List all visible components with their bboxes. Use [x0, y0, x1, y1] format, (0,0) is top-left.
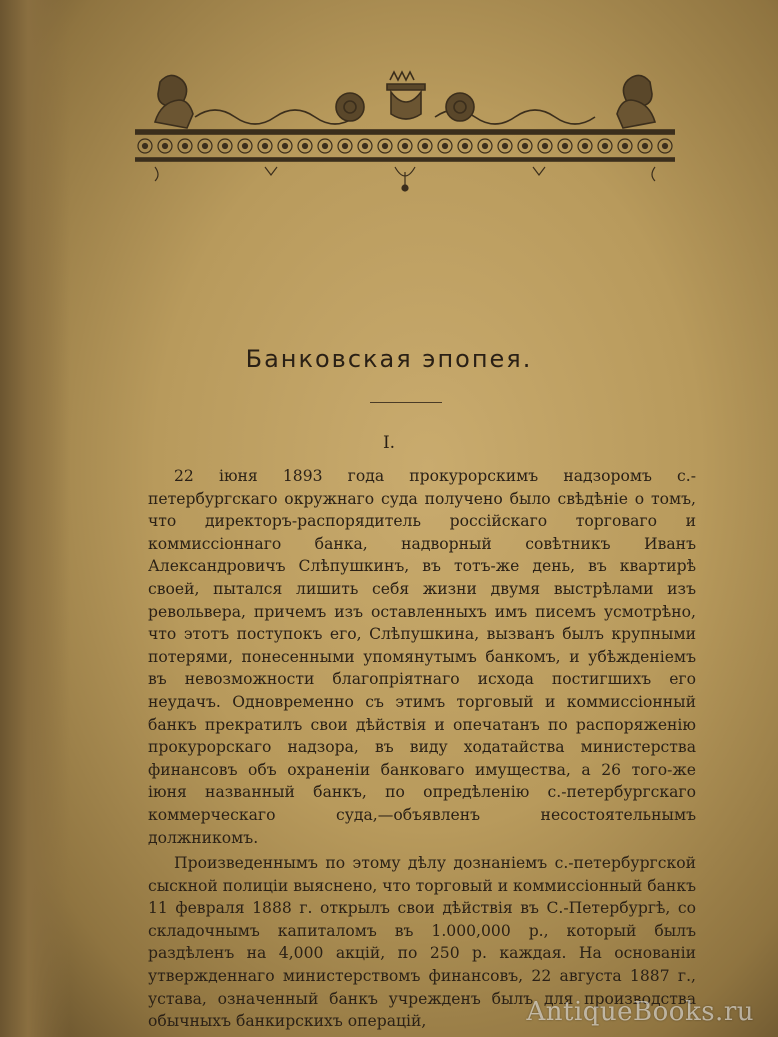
frieze-rosette-center: [443, 144, 448, 149]
frieze-rosette-center: [563, 144, 568, 149]
frieze-rosette-center: [663, 144, 668, 149]
frieze-rosette-center: [163, 144, 168, 149]
frieze-rosette-center: [303, 144, 308, 149]
frieze-rosette-center: [643, 144, 648, 149]
title-divider: [370, 402, 442, 403]
paragraph: 22 іюня 1893 года прокурорскимъ надзоромъ с.-петербургскаго окружнаго суда получено было свѣдѣніе о томъ, что директоръ-распорядитель россійскаго торговаго и коммиссіоннаго банка, надворный совѣтникъ Иванъ Александровичъ Слѣпушкинъ, въ тотъ-же день, въ квартирѣ своей, пытался лишить себя жизни двумя выстрѣлами изъ револьвера, причемъ изъ оставленныхъ имъ писемъ усмотрѣно, что этотъ поступокъ его, Слѣпушкина, вызванъ былъ крупными потерями, понесенными упомянутымъ банкомъ, и убѣжденіемъ въ невозможности благопріятнаго исхода постигшихъ его неудачъ. Одновременно съ этимъ торговый и коммиссіонный банкъ прекратилъ свои дѣйствія и опечатанъ по распоряженію прокурорскаго надзора, въ виду ходатайства министерства финансовъ объ охраненіи банковаго имущества, а 26 того-же іюня названный банкъ, по опредѣленію с.-петербургскаго коммерческаго суда,—объявленъ несостоятельнымъ должникомъ.: [148, 467, 696, 847]
frieze-rosette-center: [323, 144, 328, 149]
watermark-text: AntiqueBooks.ru: [526, 997, 754, 1027]
frieze-rosette-center: [403, 144, 408, 149]
frieze-rosette-center: [203, 144, 208, 149]
frieze-rosette-center: [283, 144, 288, 149]
frieze-rosette-center: [383, 144, 388, 149]
frieze-rosette-center: [523, 144, 528, 149]
section-number: I.: [382, 433, 396, 453]
body-text: [148, 465, 696, 1033]
frieze-rosette-center: [423, 144, 428, 149]
paragraph: Произведеннымъ по этому дѣлу дознаніемъ с.-петербургской сыскной полиціи выяснено, что торговый и коммиссіонный банкъ 11 февраля 1888 г. открылъ свои дѣйствія въ С.-Петербургѣ, со складочнымъ капиталомъ въ 1.000,000 р., который былъ раздѣленъ на 4,000 акцій, по 250 р. каждая. На основаніи утвержденнаго министерствомъ финансовъ, 22 августа 1887 г., устава, означенный банкъ учрежденъ былъ для производства обычныхъ банкирскихъ операцій,: [148, 854, 696, 1031]
frieze-rosette-center: [543, 144, 548, 149]
chapter-title: Банковская эпопея.: [245, 345, 533, 373]
frieze-rosette-center: [603, 144, 608, 149]
decorative-header-ornament: [135, 62, 675, 192]
frieze-rosette-center: [263, 144, 268, 149]
frieze-rosette-center: [623, 144, 628, 149]
frieze-rosette-center: [143, 144, 148, 149]
frieze-rosette-center: [583, 144, 588, 149]
frieze-rosette-center: [363, 144, 368, 149]
frieze-rosette-center: [503, 144, 508, 149]
frieze-rosette-center: [483, 144, 488, 149]
book-spine-shadow: [0, 0, 70, 1037]
frieze-rosette-center: [343, 144, 348, 149]
frieze-rosette-center: [463, 144, 468, 149]
frieze-rosette-center: [243, 144, 248, 149]
frieze-rosette-center: [223, 144, 228, 149]
frieze-rosette-center: [183, 144, 188, 149]
